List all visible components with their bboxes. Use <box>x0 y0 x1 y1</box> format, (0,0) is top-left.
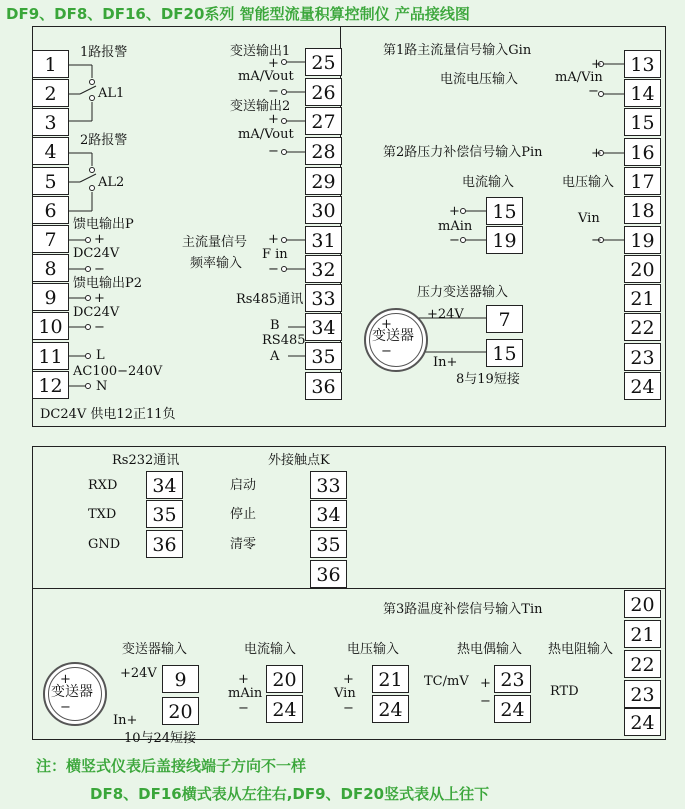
terminal: 16 <box>624 138 661 166</box>
terminal: 23 <box>494 665 531 693</box>
rtd-label: RTD <box>550 684 579 699</box>
rxd-label: RXD <box>88 478 118 493</box>
footer-note-2: DF8、DF16横式表从左往右,DF9、DF20竖式表从上往下 <box>90 785 490 803</box>
minus-sign: − <box>268 84 279 99</box>
main-signal-label: 主流量信号 <box>182 235 248 250</box>
plus-sign: + <box>268 56 279 71</box>
voltage-input-label: 电压输入 <box>562 175 615 190</box>
plus-sign: + <box>238 672 249 687</box>
terminal: 1 <box>32 50 69 78</box>
stop-label: 停止 <box>230 507 257 522</box>
minus-sign: − <box>381 344 392 359</box>
rs485-2-label: RS485 <box>262 333 306 348</box>
alarm1-label: 1路报警 <box>80 45 128 60</box>
terminal: 23 <box>624 680 661 708</box>
clear-label: 清零 <box>230 537 257 552</box>
gnd-label: GND <box>88 537 121 552</box>
plus-sign: + <box>381 317 392 332</box>
in-plus-label: In+ <box>433 355 458 370</box>
minus-sign: − <box>268 144 279 159</box>
txd-label: TXD <box>88 507 117 522</box>
terminal: 21 <box>624 620 661 648</box>
terminal: 31 <box>305 226 342 254</box>
terminal: 33 <box>305 284 342 312</box>
terminal: 5 <box>32 167 69 195</box>
start-label: 启动 <box>230 478 257 493</box>
terminal: 4 <box>32 137 69 165</box>
short-note: 8与19短接 <box>456 372 520 387</box>
in-plus-label: In+ <box>113 713 138 728</box>
minus-sign: − <box>238 701 249 716</box>
feed1-label: 馈电输出P <box>73 217 134 232</box>
terminal: 24 <box>266 695 303 723</box>
terminal: 19 <box>624 226 661 254</box>
terminal: 14 <box>624 79 661 107</box>
footer-note-1: 注：横竖式仪表后盖接线端子方向不一样 <box>36 757 307 775</box>
terminal: 2 <box>32 79 69 107</box>
terminal: 7 <box>32 225 69 253</box>
ch1-title: 第1路主流量信号输入Gin <box>383 43 532 58</box>
terminal: 19 <box>486 226 523 254</box>
plus-sign: + <box>480 676 491 691</box>
a-label: A <box>270 349 280 364</box>
terminal: 24 <box>372 695 409 723</box>
transmitter-label: 变送器 <box>372 328 414 344</box>
tc-mv-label: TC/mV <box>424 674 469 689</box>
terminal: 26 <box>305 78 342 106</box>
v24-label: +24V <box>120 666 157 681</box>
terminal: 30 <box>305 196 342 224</box>
ext-contact-label: 外接触点K <box>268 453 330 468</box>
terminal: 28 <box>305 137 342 165</box>
terminal: 20 <box>624 255 661 283</box>
terminal: 3 <box>32 108 69 136</box>
terminal: 15 <box>486 197 523 225</box>
ac-label: AC100−240V <box>73 364 163 379</box>
terminal: 34 <box>146 471 183 499</box>
terminal: 13 <box>624 50 661 78</box>
plus-sign: + <box>268 112 279 127</box>
terminal: 7 <box>486 305 523 333</box>
feed2-label: 馈电输出P2 <box>73 276 143 291</box>
minus-sign: − <box>591 233 602 248</box>
terminal: 36 <box>310 560 347 588</box>
terminal: 6 <box>32 196 69 224</box>
terminal: 25 <box>305 48 342 76</box>
rtd-input-label: 热电阻输入 <box>548 642 614 657</box>
ch3-title: 第3路温度补偿信号输入Tin <box>383 602 543 617</box>
terminal: 10 <box>32 312 69 340</box>
minus-sign: − <box>94 262 105 277</box>
terminal: 17 <box>624 167 661 195</box>
plus-sign: + <box>449 204 460 219</box>
ma-in-label: mAin <box>438 219 473 234</box>
terminal: 32 <box>305 255 342 283</box>
terminal: 35 <box>310 530 347 558</box>
terminal: 15 <box>624 108 661 136</box>
terminal: 34 <box>305 313 342 341</box>
terminal: 34 <box>310 500 347 528</box>
ma-vin-label: mA/Vin <box>555 70 603 85</box>
ch2-title: 第2路压力补偿信号输入Pin <box>383 145 543 160</box>
plus-sign: + <box>60 672 71 687</box>
terminal: 35 <box>146 500 183 528</box>
terminal: 21 <box>372 665 409 693</box>
terminal: 15 <box>486 339 523 367</box>
tx1-label: 变送输出1 <box>230 44 291 59</box>
terminal: 9 <box>162 665 199 693</box>
terminal: 24 <box>624 708 661 736</box>
tx2-label: 变送输出2 <box>230 99 291 114</box>
terminal: 27 <box>305 107 342 135</box>
freq-input-label: 频率输入 <box>190 256 243 271</box>
minus-sign: − <box>60 700 71 715</box>
terminal: 33 <box>310 471 347 499</box>
plus-sign: + <box>94 291 105 306</box>
ma-vout-label: mA/Vout <box>238 127 294 142</box>
terminal: 35 <box>305 342 342 370</box>
ac-n-label: N <box>96 379 108 394</box>
terminal: 29 <box>305 167 342 195</box>
dc24v-label: DC24V <box>73 246 120 261</box>
al2-label: AL2 <box>98 175 125 190</box>
terminal: 11 <box>32 342 69 370</box>
minus-sign: − <box>94 320 105 335</box>
voltage-input-label: 电压输入 <box>347 642 400 657</box>
plus-sign: + <box>268 232 279 247</box>
rs485-label: Rs485通讯 <box>236 292 304 307</box>
terminal: 18 <box>624 196 661 224</box>
b-label: B <box>270 318 280 333</box>
short-note: 10与24短接 <box>124 731 197 746</box>
plus-sign: + <box>94 232 105 247</box>
minus-sign: − <box>268 262 279 277</box>
ch1-sub-label: 电流电压输入 <box>440 72 519 87</box>
minus-sign: − <box>588 84 599 99</box>
terminal: 12 <box>32 371 69 399</box>
transmitter-input-title: 变送器输入 <box>122 642 188 657</box>
minus-sign: − <box>449 233 460 248</box>
rs232-label: Rs232通讯 <box>112 453 180 468</box>
terminal: 20 <box>162 697 199 725</box>
terminal: 23 <box>624 343 661 371</box>
terminal: 22 <box>624 650 661 678</box>
alarm2-label: 2路报警 <box>80 133 128 148</box>
terminal: 8 <box>32 254 69 282</box>
dc24v-label: DC24V <box>73 305 120 320</box>
thermocouple-input-label: 热电偶输入 <box>457 642 523 657</box>
terminal: 20 <box>624 590 661 618</box>
terminal: 20 <box>266 665 303 693</box>
ma-vout-label: mA/Vout <box>238 69 294 84</box>
plus-sign: + <box>591 146 602 161</box>
al1-label: AL1 <box>98 86 125 101</box>
terminal: 21 <box>624 284 661 312</box>
ac-l-label: L <box>96 348 105 363</box>
terminal: 36 <box>305 372 342 400</box>
plus-sign: + <box>343 672 354 687</box>
vin-label: Vin <box>334 686 356 701</box>
minus-sign: − <box>480 694 491 709</box>
terminal: 24 <box>494 695 531 723</box>
v24-label: +24V <box>427 307 464 322</box>
current-input-label: 电流输入 <box>462 175 515 190</box>
terminal: 9 <box>32 283 69 311</box>
minus-sign: − <box>343 701 354 716</box>
current-input-label: 电流输入 <box>244 642 297 657</box>
page-title: DF9、DF8、DF16、DF20系列 智能型流量积算控制仪 产品接线图 <box>6 5 470 23</box>
ma-in-label: mAin <box>228 686 263 701</box>
plus-sign: + <box>591 57 602 72</box>
vin-label: Vin <box>578 211 600 226</box>
terminal: 36 <box>146 530 183 558</box>
dc-power-note: DC24V 供电12正11负 <box>40 407 176 422</box>
transmitter-label: 变送器 <box>51 684 93 700</box>
terminal: 24 <box>624 372 661 400</box>
fin-label: F in <box>262 247 288 262</box>
pressure-transmitter-title: 压力变送器输入 <box>417 285 509 300</box>
terminal: 22 <box>624 313 661 341</box>
